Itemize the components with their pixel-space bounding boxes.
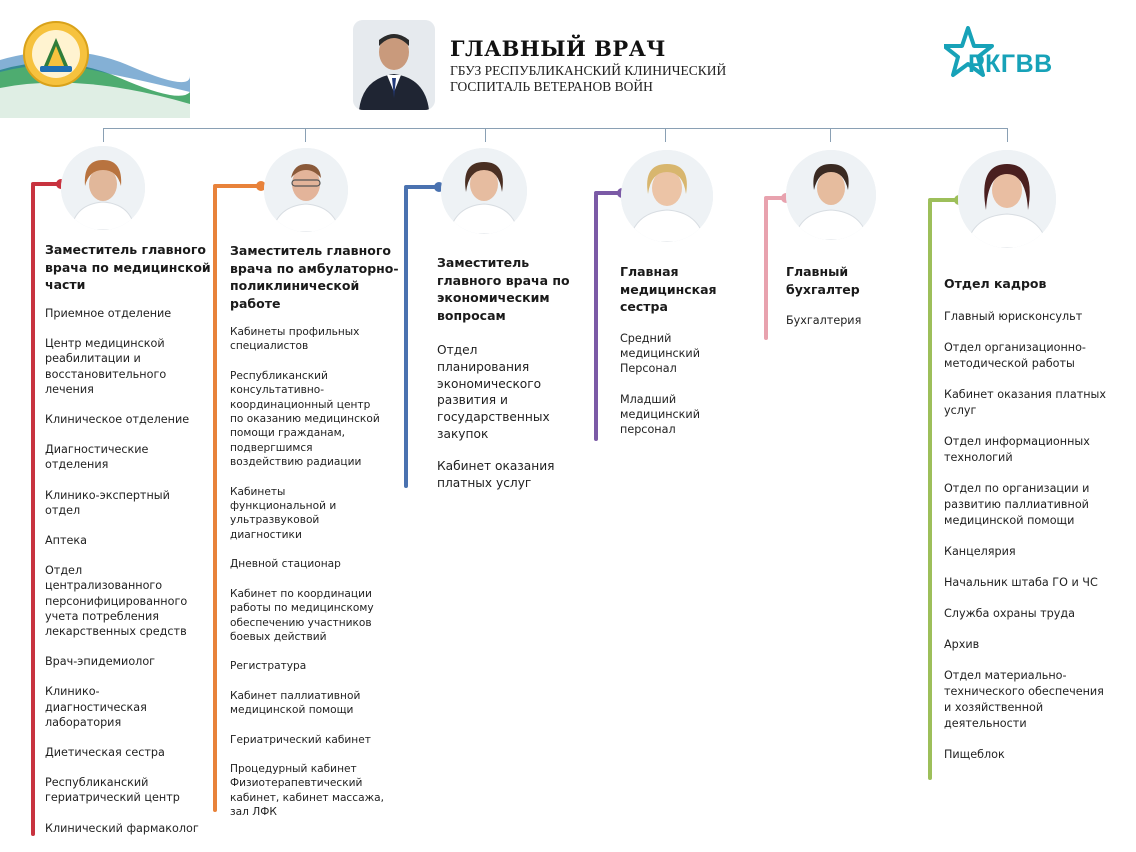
column-head-economic: Заместитель главного врача по экономическим вопросам [437, 255, 570, 323]
list-item: Врач-эпидемиолог [45, 655, 156, 669]
list-item: Диетическая сестра [45, 746, 165, 760]
chief-title: ГЛАВНЫЙ ВРАЧ [450, 36, 666, 61]
column-bar [213, 186, 217, 812]
column-bar [928, 200, 932, 780]
column-items-economic [437, 342, 577, 506]
connector-tick [830, 128, 831, 142]
chief-doctor-photo [353, 20, 435, 110]
column-bar [404, 185, 438, 189]
connector-tick [103, 128, 104, 142]
list-item: Регистратура [230, 660, 307, 673]
deputy-medical-photo [61, 146, 145, 230]
list-item: Аптека [45, 534, 87, 548]
logo-text: РКГВВ [968, 50, 1053, 78]
list-item: Начальник штаба ГО и ЧС [944, 576, 1098, 589]
list-item: Канцелярия [944, 545, 1016, 558]
list-item: Клиническое отделение [45, 413, 190, 427]
connector-line [103, 128, 1008, 129]
list-item: Служба охраны труда [944, 607, 1075, 620]
connector-tick [485, 128, 486, 142]
column-items-medical [45, 306, 220, 851]
list-item: Архив [944, 638, 980, 651]
list-item: Пищеблок [944, 748, 1005, 761]
column-bar [31, 182, 59, 186]
list-item: Кабинеты функциональной и ультразвуковой диагностики [230, 485, 337, 541]
list-item: Клинико-экспертный отдел [45, 488, 170, 517]
column-head-head-nurse: Главная медицинская сестра [620, 264, 717, 314]
column-items-accountant [786, 313, 896, 343]
column-items-outpatient [230, 325, 402, 835]
chief-accountant-photo [786, 150, 876, 240]
column-head-outpatient: Заместитель главного врача по амбулаторно- поликлинической работе [230, 243, 399, 311]
list-item: Кабинет оказания платных услуг [944, 388, 1106, 417]
hr-department-photo [958, 150, 1056, 248]
column-items-hr [944, 309, 1124, 778]
bashkortostan-emblem [0, 0, 190, 118]
column-bar [764, 198, 768, 340]
list-item: Отдел планирования экономического развития и государственных закупок [437, 343, 550, 441]
column-bar [213, 184, 259, 188]
list-item: Процедурный кабинет Физиотерапевтический кабинет, кабинет массажа, зал ЛФК [230, 762, 384, 819]
list-item: Кабинет по координации работы по медицинскому обеспечению участников боевых действий [230, 587, 374, 643]
list-item: Клинико- диагностическая лаборатория [45, 685, 147, 729]
list-item: Приемное отделение [45, 307, 172, 320]
column-head-medical: Заместитель главного врача по медицинской части [45, 242, 211, 292]
list-item: Главный юрисконсульт [944, 310, 1083, 323]
organization-line: ГОСПИТАЛЬ ВЕТЕРАНОВ ВОЙН [450, 79, 653, 94]
deputy-outpatient-photo [264, 148, 348, 232]
list-item: Отдел материально- технического обеспечения и хозяйственной деятельности [944, 669, 1104, 730]
list-item: Гериатрический кабинет [230, 733, 371, 746]
column-bar [594, 193, 598, 441]
deputy-economic-photo [441, 148, 527, 234]
column-head-accountant: Главный бухгалтер [786, 264, 860, 297]
list-item: Отдел организационно- методической работы [944, 341, 1086, 370]
list-item: Кабинеты профильных специалистов [230, 326, 360, 353]
column-items-head-nurse [620, 331, 740, 452]
connector-tick [1007, 128, 1008, 142]
list-item: Центр медицинской реабилитации и восстановительного лечения [45, 337, 167, 396]
column-head-hr: Отдел кадров [944, 276, 1047, 291]
list-item: Республиканский гериатрический центр [45, 776, 180, 805]
list-item: Бухгалтерия [786, 314, 862, 327]
list-item: Отдел по организации и развитию паллиативной медицинской помощи [944, 482, 1090, 527]
connector-tick [665, 128, 666, 142]
list-item: Кабинет оказания платных услуг [437, 458, 555, 490]
list-item: Республиканский консультативно- координационный центр по оказанию медицинской помощи гражданам, подвергшимся воздействию радиации [230, 369, 380, 469]
list-item: Клинический фармаколог [45, 821, 199, 835]
head-nurse-photo [621, 150, 713, 242]
list-item: Кабинет паллиативной медицинской помощи [230, 689, 361, 717]
organization-line: ГБУЗ РЕСПУБЛИКАНСКИЙ КЛИНИЧЕСКИЙ [450, 63, 727, 78]
list-item: Младший медицинский персонал [620, 392, 700, 437]
list-item: Диагностические отделения [45, 443, 149, 472]
column-bar [31, 184, 35, 836]
list-item: Дневной стационар [230, 558, 341, 571]
list-item: Отдел информационных технологий [944, 435, 1090, 464]
organization-name [450, 63, 750, 95]
column-bar [404, 187, 408, 488]
list-item: Средний медицинский Персонал [620, 332, 700, 376]
connector-tick [305, 128, 306, 142]
list-item: Отдел централизованного персонифицированного учета потребления лекарственных средств [45, 564, 188, 639]
